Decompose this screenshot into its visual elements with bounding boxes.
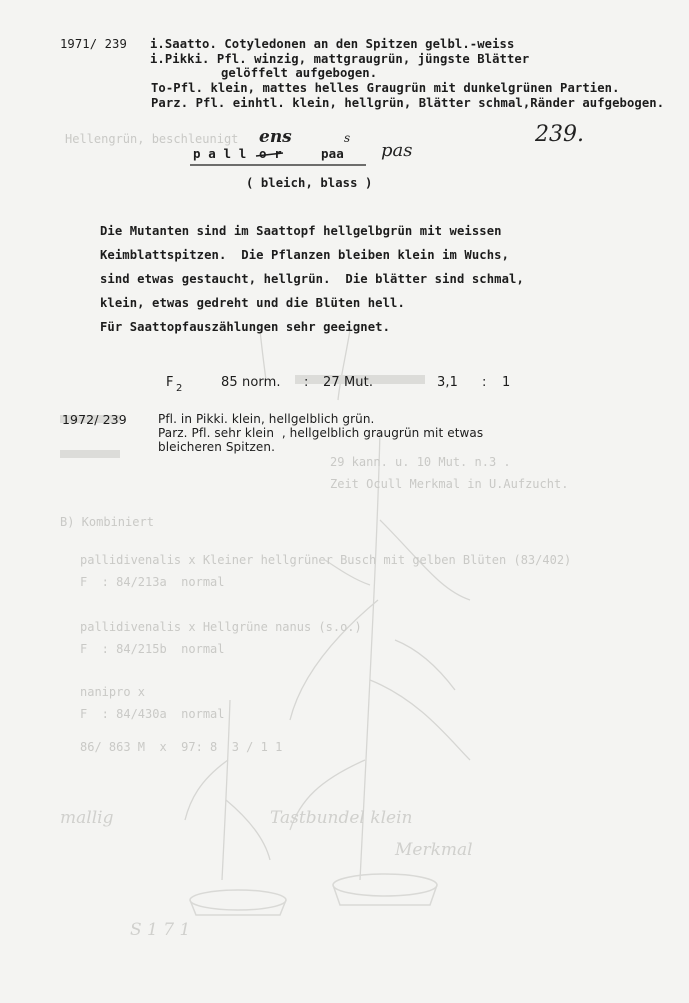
symbol-typed-paa: paa: [321, 146, 344, 161]
bleed-text-11: Zeit Ocull Merkmal in U.Aufzucht.: [330, 477, 569, 491]
segregation-generation-subscript: 2: [176, 383, 183, 394]
entry-1971-line-4: To-Pfl. klein, mattes helles Graugrün mit dunkelgrünen Partien.: [151, 81, 620, 95]
entry-1972-line-1: Pfl. in Pikki. klein, hellgelblich grün.: [158, 412, 375, 426]
bleed-text-1: Hellengrün, beschleunigt: [65, 132, 239, 146]
bleed-text-8: F : 84/430a normal: [80, 707, 225, 721]
entry-1971-line-2: i.Pikki. Pfl. winzig, mattgraugrün, jüngste Blätter: [150, 52, 530, 66]
symbol-underline: [190, 163, 370, 168]
description-line-3: sind etwas gestaucht, hellgrün. Die blätter sind schmal,: [100, 272, 524, 286]
entry-1971-year: 1971/ 239: [60, 37, 127, 51]
description-line-4: klein, etwas gedreht und die Blüten hell.: [100, 296, 405, 310]
bleed-handwriting-4: S 1 7 1: [130, 920, 191, 940]
description-line-1: Die Mutanten sind im Saattopf hellgelbgrün mit weissen: [100, 224, 502, 238]
bleed-text-7: nanipro x: [80, 685, 146, 699]
bleed-text-6: F : 84/215b normal: [80, 642, 225, 656]
strike-through-mark: [255, 150, 285, 160]
segregation-generation: F: [166, 375, 174, 390]
bleed-text-5: pallidivenalis x Hellgrüne nanus (s.o.): [80, 620, 362, 634]
segregation-ratio-right: 1: [502, 375, 511, 390]
bleed-handwriting-3: Merkmal: [395, 840, 473, 860]
segregation-separator-1: :: [304, 375, 309, 390]
bleed-text-10: 29 kann. u. 10 Mut. n.3 .: [330, 455, 511, 469]
entry-1971-line-5: Parz. Pfl. einhtl. klein, hellgrün, Blätter schmal,Ränder aufgebogen.: [151, 96, 665, 110]
description-line-5: Für Saattopfauszählungen sehr geeignet.: [100, 320, 391, 334]
entry-1971-line-3: gelöffelt aufgebogen.: [221, 66, 378, 80]
segregation-ratio-left: 3,1: [437, 375, 458, 390]
entry-1972-year: 1972/ 239: [62, 412, 127, 427]
bleed-text-2: B) Kombiniert: [60, 515, 154, 529]
symbol-meaning: ( bleich, blass ): [246, 176, 373, 190]
entry-1972-line-2: Parz. Pfl. sehr klein , hellgelblich graugrün mit etwas: [158, 426, 484, 440]
segregation-mutant: 27 Mut.: [323, 375, 374, 390]
symbol-typed-pall: p a l l: [193, 146, 247, 161]
bleed-handwriting-2: Tastbundel klein: [270, 808, 413, 828]
segregation-normal: 85 norm.: [221, 375, 281, 390]
handwritten-pas: pas: [381, 140, 413, 161]
bleed-text-4: F : 84/213a normal: [80, 575, 225, 589]
handwritten-s-superscript: s: [344, 131, 351, 145]
handwritten-ens-correction: ens: [259, 127, 292, 147]
symbol-typed-or: o r: [259, 146, 282, 161]
bleed-text-9: 86/ 863 M x 97: 8 3 / 1 1: [80, 740, 283, 754]
bleed-handwriting-1: mallig: [60, 808, 114, 828]
segregation-separator-2: :: [482, 375, 487, 390]
description-line-2: Keimblattspitzen. Die Pflanzen bleiben klein im Wuchs,: [100, 248, 510, 262]
handwritten-page-number: 239.: [535, 122, 584, 147]
entry-1972-line-3: bleicheren Spitzen.: [158, 440, 276, 454]
bleed-text-3: pallidivenalis x Kleiner hellgrüner Busch mit gelben Blüten (83/402): [80, 553, 572, 567]
entry-1971-line-1: i.Saatto. Cotyledonen an den Spitzen gelbl.-weiss: [150, 37, 515, 51]
